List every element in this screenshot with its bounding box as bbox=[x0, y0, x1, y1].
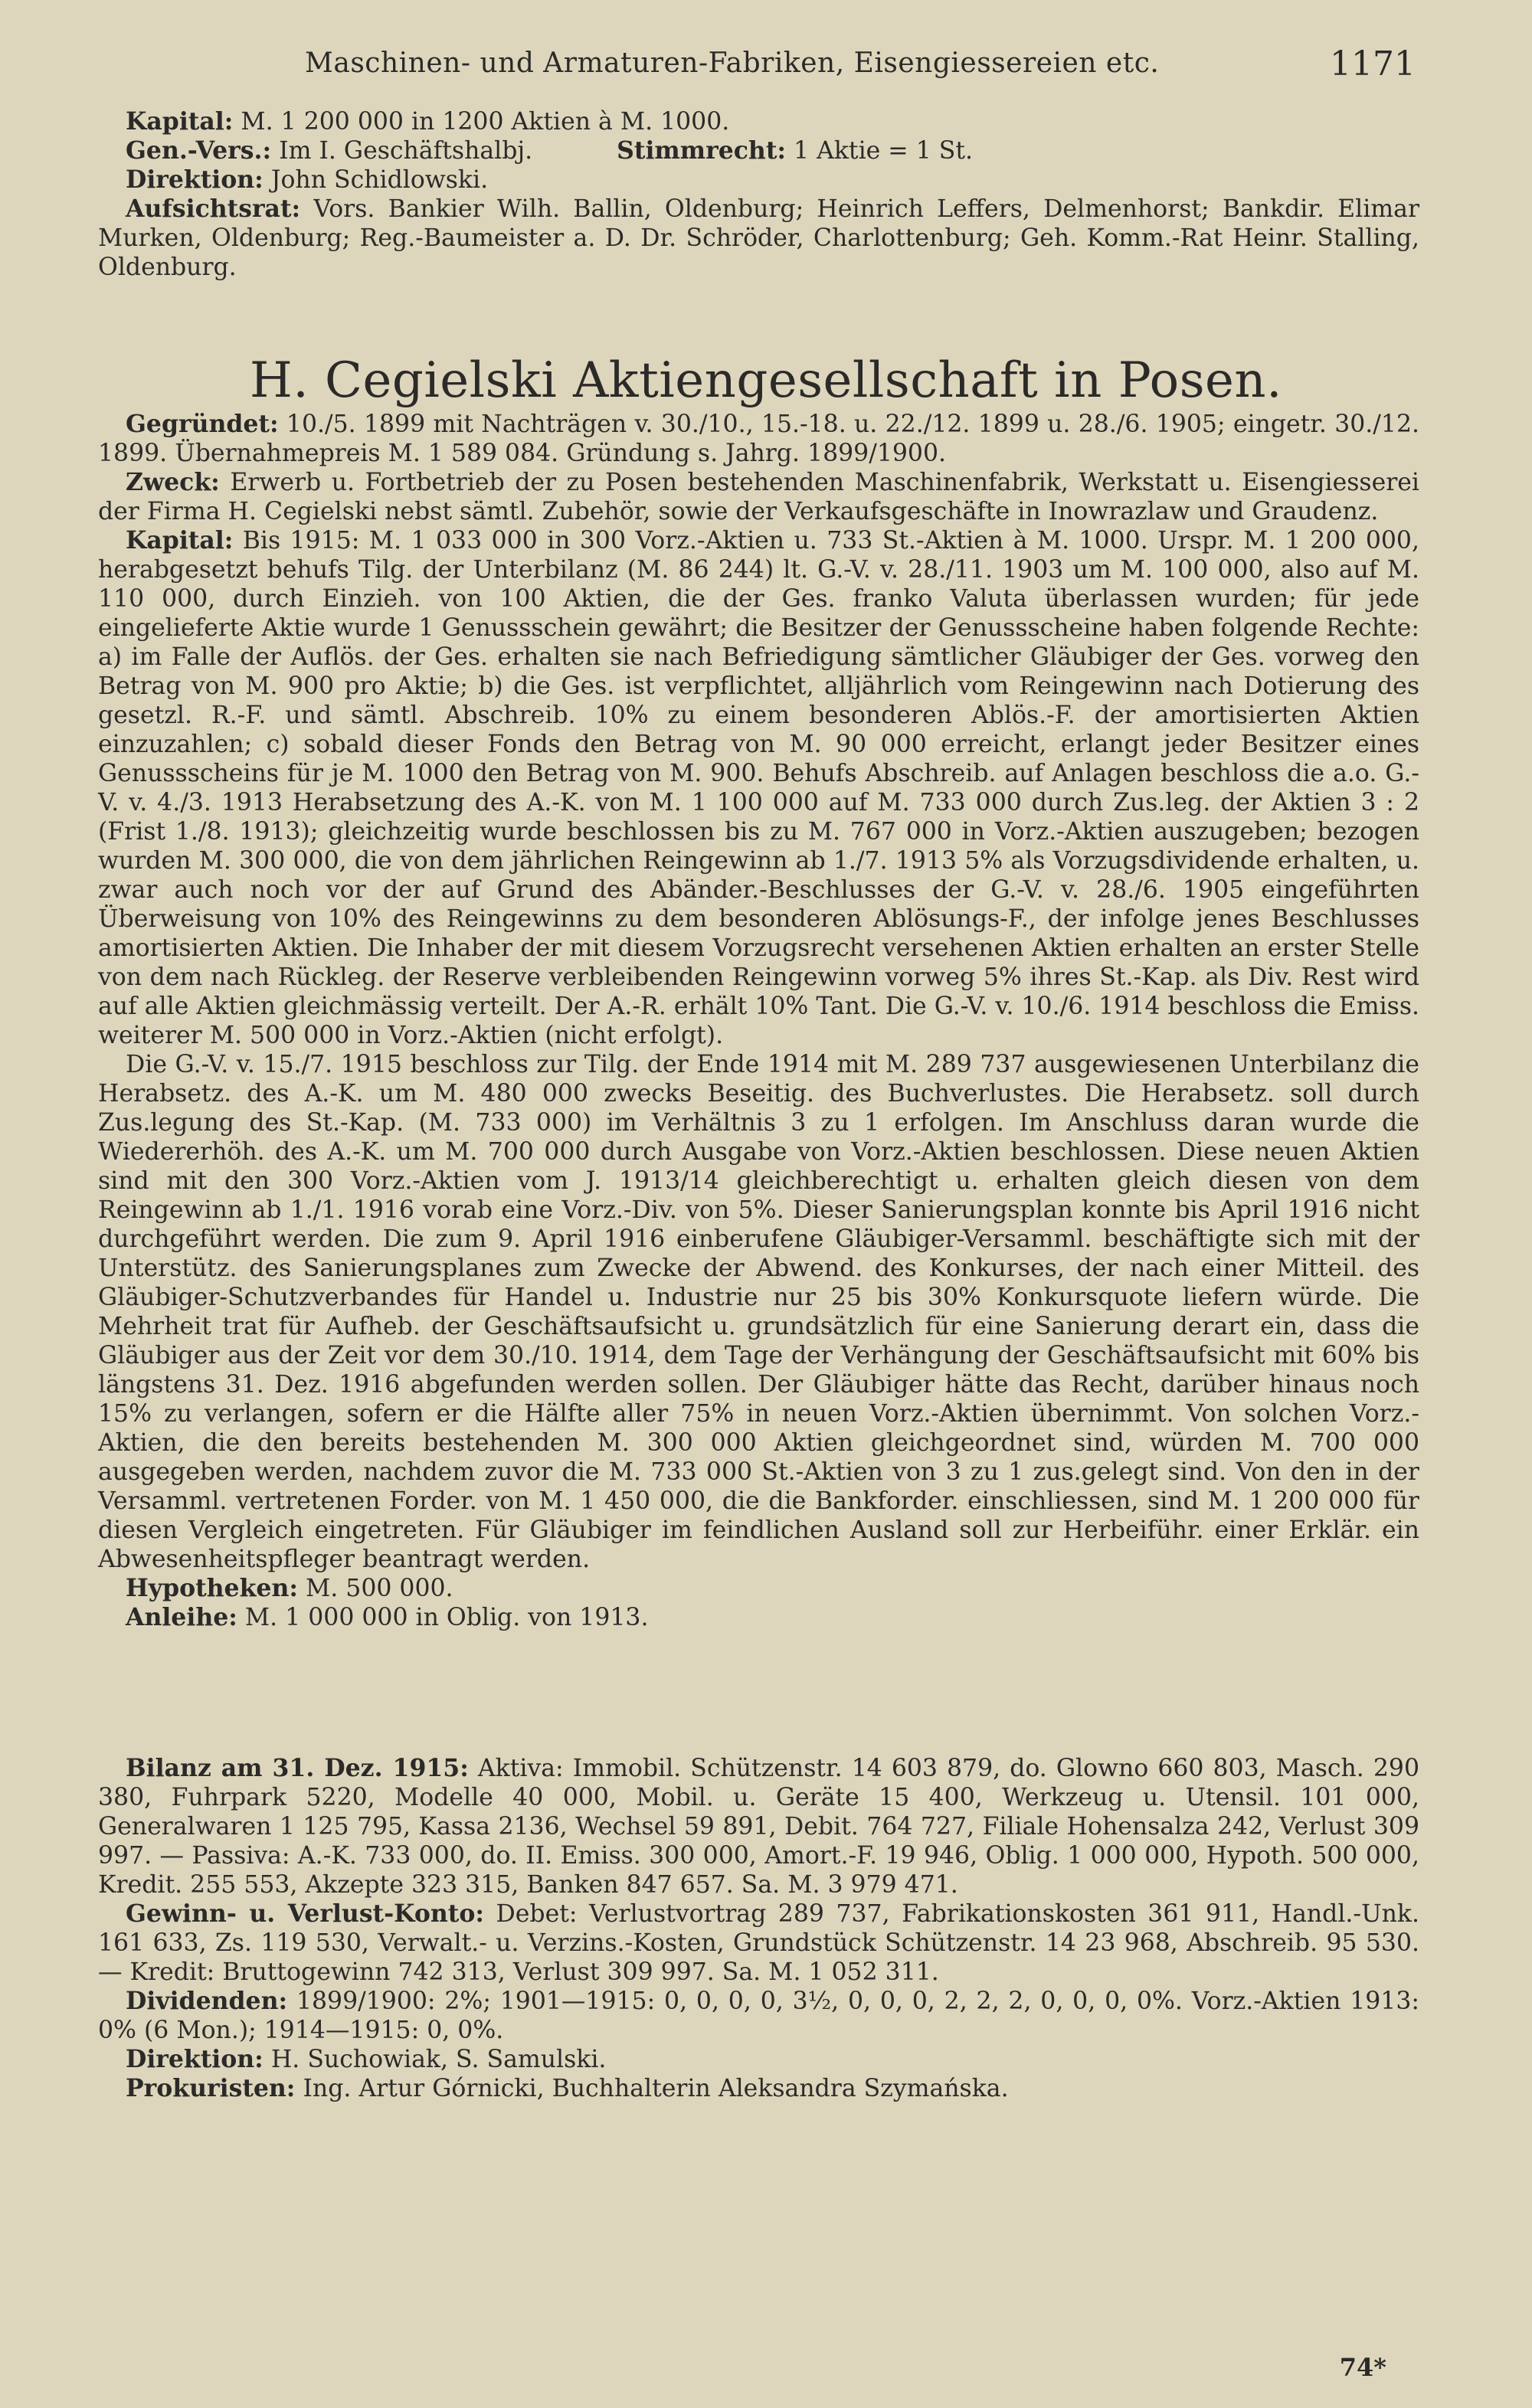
gewinn-verlust-konto bbox=[98, 1899, 1419, 1987]
prev-aufsichtsrat bbox=[98, 195, 1419, 282]
company-body bbox=[98, 410, 1419, 1632]
kapital-continued: Die G.-V. v. 15./7. 1915 beschloss zur Tilg. der Ende 1914 mit M. 289 737 ausgewiesenen Unterbilanz die Herabsetz. des A.-K. um M. 480 000 zwecks Beseitig. des Buchverlustes. Die Herabsetz. soll durch Zus.legung des St.-Kap. (M. 733 000) im Verhältnis 3 zu 1 erfolgen. Im Anschluss daran wurde die Wiedererhöh. des A.-K. um M. 700 000 durch Ausgabe von Vorz.-Aktien beschlossen. Diese neuen Aktien sind mit den 300 Vorz.-Aktien vom J. 1913/14 gleichberechtigt u. erhalten gleich diesen von dem Reingewinn ab 1./1. 1916 vorab eine Vorz.-Div. von 5%. Dieser Sanierungsplan konnte bis April 1916 nicht durchgeführt werden. Die zum 9. April 1916 einberufene Gläubiger-Versamml. beschäftigte sich mit der Unterstütz. des Sanierungsplanes zum Zwecke der Abwend. des Konkurses, der nach einer Mitteil. des Gläubiger-Schutzverbandes für Handel u. Industrie nur 25 bis 30% Konkursquote liefern würde. Die Mehrheit trat für Aufheb. der Geschäftsaufsicht u. grundsätzlich für eine Sanierung derart ein, dass die Gläubiger aus der Zeit vor dem 30./10. 1914, dem Tage der Verhängung der Geschäftsaufsicht mit 60% bis längstens 31. Dez. 1916 abgefunden werden sollen. Der Gläubiger hätte das Recht, darüber hinaus noch 15% zu verlangen, sofern er die Hälfte aller 75% in neuen Vorz.-Aktien übernimmt. Von solchen Vorz.-Aktien, die den bereits bestehenden M. 300 000 Aktien gleichgeordnet sind, würden M. 700 000 ausgegeben werden, nachdem zuvor die M. 733 000 St.-Aktien von 3 zu 1 zus.gelegt sind. Von den in der Versamml. vertretenen Forder. von M. 1 450 000, die die Bankforder. einschliessen, sind M. 1 200 000 für diesen Vergleich eingetreten. Für Gläubiger im feindlichen Ausland soll zur Herbeiführ. einer Erklär. ein Abwesenheitspfleger beantragt werden. bbox=[98, 1051, 1419, 1573]
bilanz bbox=[98, 1754, 1419, 1899]
label: Hypotheken: bbox=[126, 1574, 298, 1602]
kapital bbox=[98, 526, 1419, 1050]
label: Direktion: bbox=[126, 2045, 264, 2073]
prev-direktion bbox=[98, 165, 1419, 195]
company-title: H. Cegielski Aktiengesellschaft in Posen. bbox=[250, 352, 1282, 409]
value: M. 500 000. bbox=[306, 1575, 453, 1602]
label: Bilanz am 31. Dez. 1915: bbox=[126, 1754, 469, 1782]
previous-company-tail bbox=[98, 107, 1419, 282]
financials bbox=[98, 1754, 1419, 2103]
value: M. 1 200 000 in 1200 Aktien à M. 1000. bbox=[241, 108, 730, 136]
label: Gegründet: bbox=[126, 410, 279, 438]
value: Vors. Bankier Wilh. Ballin, Oldenburg; Heinrich Leffers, Delmenhorst; Bankdir. Elimar Murken, Oldenburg; Reg.-Baumeister a. D. Dr. Schröder, Charlottenburg; Geh. Komm.-Rat Heinr. Stalling, Oldenburg. bbox=[98, 195, 1420, 281]
value: 1899/1900: 2%; 1901—1915: 0, 0, 0, 0, 3½, 0, 0, 0, 2, 2, 2, 0, 0, 0, 0%. Vorz.-Aktien 1913: 0% (6 Mon.); 1914—1915: 0, 0%. bbox=[98, 1988, 1420, 2044]
gegruendet bbox=[98, 410, 1419, 468]
value: Erwerb u. Fortbetrieb der zu Posen bestehenden Maschinenfabrik, Werkstatt u. Eisengiesserei der Firma H. Cegielski nebst sämtl. Zubehör, sowie der Verkaufsgeschäfte in Inowrazlaw und Graudenz. bbox=[98, 469, 1419, 525]
value: Im I. Geschäftshalbj. bbox=[279, 137, 533, 165]
label: Stimmrecht: bbox=[617, 136, 786, 165]
value: Debet: Verlustvortrag 289 737, Fabrikationskosten 361 911, Handl.-Unk. 161 633, Zs. 119 530, Verwalt.- u. Verzins.-Kosten, Grundstück Schützenstr. 14 23 968, Abschreib. 95 530. — Kredit: Bruttogewinn 742 313, Verlust 309 997. Sa. M. 1 052 311. bbox=[98, 1900, 1420, 1986]
hypotheken bbox=[98, 1574, 1419, 1603]
value: M. 1 000 000 in Oblig. von 1913. bbox=[244, 1604, 649, 1631]
signature-mark: 74* bbox=[1339, 2353, 1386, 2382]
value: Aktiva: Immobil. Schützenstr. 14 603 879, do. Glowno 660 803, Masch. 290 380, Fuhrpark 5220, Modelle 40 000, Mobil. u. Geräte 15 400, Werkzeug u. Utensil. 101 000, Generalwaren 1 125 795, Kassa 2136, Wechsel 59 891, Debit. 764 727, Filiale Hohensalza 242, Verlust 309 997. — Passiva: A.-K. 733 000, do. II. Emiss. 300 000, Amort.-F. 19 946, Oblig. 1 000 000, Hypoth. 500 000, Kredit. 255 553, Akzepte 323 315, Banken 847 657. Sa. M. 3 979 471. bbox=[98, 1755, 1419, 1899]
value: Bis 1915: M. 1 033 000 in 300 Vorz.-Aktien u. 733 St.-Aktien à M. 1000. Urspr. M. 1 200 000, herabgesetzt behufs Tilg. der Unterbilanz (M. 86 244) lt. G.-V. v. 28./11. 1903 um M. 100 000, also auf M. 110 000, durch Einzieh. von 100 Aktien, die der Ges. franko Valuta überlassen wurden; für jede eingelieferte Aktie wurde 1 Genussschein gewährt; die Besitzer der Genussscheine haben folgende Rechte: a) im Falle der Auflös. der Ges. erhalten sie nach Befriedigung sämtlicher Gläubiger der Ges. vorweg den Betrag von M. 900 pro Aktie; b) die Ges. ist verpflichtet, alljährlich vom Reingewinn nach Dotierung des gesetzl. R.-F. und sämtl. Abschreib. 10% zu einem besonderen Ablös.-F. der amortisierten Aktien einzuzahlen; c) sobald dieser Fonds den Betrag von M. 90 000 erreicht, erlangt jeder Besitzer eines Genussscheins für je M. 1000 den Betrag von M. 900. Behufs Abschreib. auf Anlagen beschloss die a.o. G.-V. v. 4./3. 1913 Herabsetzung des A.-K. von M. 1 100 000 auf M. 733 000 durch Zus.leg. der Aktien 3 : 2 (Frist 1./8. 1913); gleichzeitig wurde beschlossen bis zu M. 767 000 in Vorz.-Aktien auszugeben; bezogen wurden M. 300 000, die von dem jährlichen Reingewinn ab 1./7. 1913 5% als Vorzugsdividende erhalten, u. zwar auch noch vor der auf Grund des Abänder.-Beschlusses der G.-V. v. 28./6. 1905 eingeführten Überweisung von 10% des Reingewinns zu dem besonderen Ablösungs-F., der infolge jenes Beschlusses amortisierten Aktien. Die Inhaber der mit diesem Vorzugsrecht versehenen Aktien erhalten an erster Stelle von dem nach Rückleg. der Reserve verbleibenden Reingewinn vorweg 5% ihres St.-Kap. als Div. Rest wird auf alle Aktien gleichmässig verteilt. Der A.-R. erhält 10% Tant. Die G.-V. v. 10./6. 1914 beschloss die Emiss. weiterer M. 500 000 in Vorz.-Aktien (nicht erfolgt). bbox=[98, 527, 1419, 1049]
label: Gewinn- u. Verlust-Konto: bbox=[126, 1899, 484, 1928]
label: Kapital: bbox=[126, 107, 234, 136]
page-number: 1171 bbox=[1330, 44, 1416, 83]
label: Direktion: bbox=[126, 165, 264, 194]
direktion bbox=[98, 2045, 1419, 2074]
label: Aufsichtsrat: bbox=[126, 195, 301, 223]
prev-kapital bbox=[98, 107, 1419, 136]
value: 1 Aktie = 1 St. bbox=[794, 137, 974, 165]
value: Ing. Artur Górnicki, Buchhalterin Aleksandra Szymańska. bbox=[303, 2075, 1009, 2102]
label: Dividenden: bbox=[126, 1987, 288, 2015]
label: Zweck: bbox=[126, 468, 220, 496]
value: 10./5. 1899 mit Nachträgen v. 30./10., 15.-18. u. 22./12. 1899 u. 28./6. 1905; eingetr. 30./12. 1899. Übernahmepreis M. 1 589 084. Gründung s. Jahrg. 1899/1900. bbox=[98, 411, 1419, 467]
running-header: Maschinen- und Armaturen-Fabriken, Eisengiessereien etc. bbox=[305, 47, 1160, 79]
prokuristen bbox=[98, 2074, 1419, 2103]
label: Gen.-Vers.: bbox=[126, 136, 272, 165]
label: Prokuristen: bbox=[126, 2074, 296, 2102]
label: Anleihe: bbox=[126, 1603, 237, 1631]
label: Kapital: bbox=[126, 526, 234, 555]
prev-genvers bbox=[98, 136, 1419, 165]
anleihe bbox=[98, 1603, 1419, 1632]
dividenden bbox=[98, 1987, 1419, 2045]
zweck bbox=[98, 468, 1419, 526]
value: H. Suchowiak, S. Samulski. bbox=[270, 2046, 607, 2073]
value: John Schidlowski. bbox=[270, 166, 489, 194]
